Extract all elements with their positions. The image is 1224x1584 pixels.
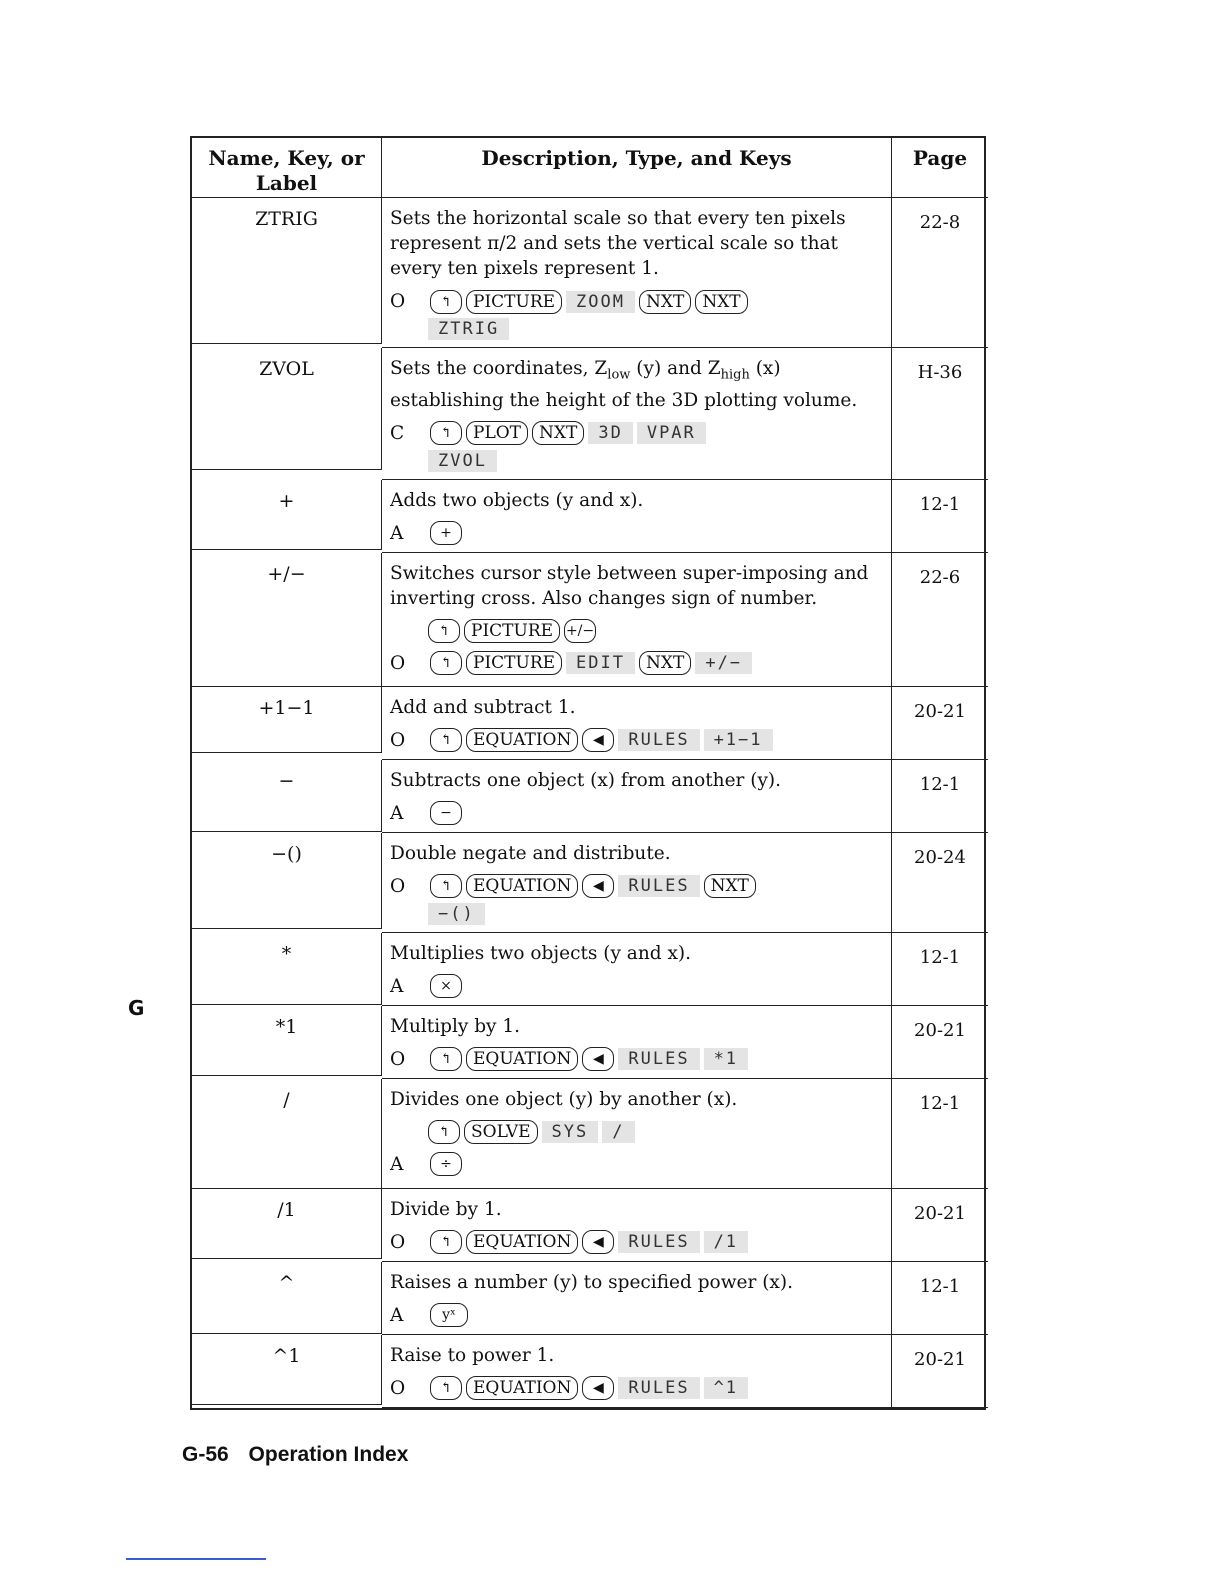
row-page: 22-6 — [892, 553, 988, 687]
row-description: Divides one object (y) by another (x). — [390, 1088, 738, 1110]
left-arrow-key: ◀ — [582, 1376, 614, 1400]
row-page: 12-1 — [892, 933, 988, 1006]
minus-key: − — [430, 801, 462, 825]
row-desc — [382, 760, 892, 833]
key-sequence — [390, 1120, 883, 1144]
3d-menu-key: 3D — [588, 422, 632, 444]
row-name: + — [192, 480, 382, 550]
picture-key: PICTURE — [464, 619, 560, 643]
rules-menu-key: RULES — [618, 1048, 699, 1070]
row-description: Add and subtract 1. — [390, 696, 576, 718]
type-code: C — [390, 422, 405, 444]
key-sequence — [390, 1047, 883, 1072]
plus-minus-menu-key: +/− — [695, 652, 752, 674]
multiply-key: × — [430, 974, 462, 998]
key-sequence — [390, 421, 883, 446]
row-description: Sets the horizontal scale so that every ten pixels represent π/2 and sets the vertical scale so that every ten pixels represent 1. — [390, 208, 846, 279]
key-sequence — [390, 728, 883, 753]
sys-menu-key: SYS — [542, 1121, 599, 1143]
ztrig-menu-key: ZTRIG — [428, 318, 509, 340]
equation-key: EQUATION — [466, 874, 578, 898]
row-desc — [382, 1262, 892, 1335]
solve-key: SOLVE — [464, 1120, 538, 1144]
row-name: ZTRIG — [192, 198, 382, 344]
times1-menu-key: *1 — [704, 1048, 748, 1070]
left-shift-key: ↰ — [430, 421, 462, 445]
footer-title: Operation Index — [248, 1443, 409, 1466]
row-name: ZVOL — [192, 348, 382, 470]
footer-page-number: G-56 — [182, 1443, 229, 1466]
row-name: − — [192, 760, 382, 832]
equation-key: EQUATION — [466, 1376, 578, 1400]
row-desc — [382, 1335, 892, 1408]
negate-menu-key: −() — [428, 903, 485, 925]
row-name: / — [192, 1079, 382, 1189]
row-desc — [382, 553, 892, 687]
row-page: 20-24 — [892, 833, 988, 933]
row-name: ^ — [192, 1262, 382, 1334]
row-name: +1−1 — [192, 687, 382, 753]
row-name: * — [192, 933, 382, 1005]
row-description: Multiplies two objects (y and x). — [390, 942, 691, 964]
row-name: +/− — [192, 553, 382, 687]
row-page: 20-21 — [892, 1189, 988, 1262]
row-description: Multiply by 1. — [390, 1015, 521, 1037]
row-description: Adds two objects (y and x). — [390, 489, 644, 511]
left-shift-key: ↰ — [430, 290, 462, 314]
row-description: Subtracts one object (x) from another (y). — [390, 769, 782, 791]
row-desc — [382, 348, 892, 480]
key-sequence — [390, 874, 883, 899]
operation-table — [190, 136, 986, 1410]
page-footer — [182, 1443, 408, 1467]
row-page: 20-21 — [892, 1335, 988, 1408]
rules-menu-key: RULES — [618, 875, 699, 897]
left-shift-key: ↰ — [430, 728, 462, 752]
left-shift-key: ↰ — [430, 1376, 462, 1400]
header-desc: Description, Type, and Keys — [382, 138, 892, 198]
divide-key: ÷ — [430, 1152, 462, 1176]
left-shift-key: ↰ — [428, 619, 460, 643]
header-page: Page — [892, 138, 988, 198]
row-name: *1 — [192, 1006, 382, 1076]
type-code: O — [390, 875, 406, 897]
row-desc — [382, 933, 892, 1006]
vpar-menu-key: VPAR — [637, 422, 706, 444]
divide1-menu-key: /1 — [704, 1231, 748, 1253]
row-name: /1 — [192, 1189, 382, 1259]
key-sequence — [390, 289, 883, 314]
type-code: O — [390, 291, 406, 312]
row-desc — [382, 480, 892, 553]
desc-sub: low — [607, 367, 631, 383]
row-desc — [382, 1006, 892, 1079]
type-code: O — [390, 729, 406, 751]
type-code: O — [390, 652, 406, 674]
plot-key: PLOT — [466, 421, 528, 445]
key-sequence — [390, 801, 883, 826]
equation-key: EQUATION — [466, 1047, 578, 1071]
row-desc — [382, 1079, 892, 1189]
type-code: O — [390, 1231, 406, 1253]
row-page: 20-21 — [892, 687, 988, 760]
zvol-menu-key: ZVOL — [428, 450, 497, 472]
left-arrow-key: ◀ — [582, 874, 614, 898]
left-shift-key: ↰ — [430, 1047, 462, 1071]
plus-minus-key: +/− — [564, 619, 596, 643]
row-description: Raises a number (y) to specified power (x). — [390, 1271, 793, 1293]
row-page: 20-21 — [892, 1006, 988, 1079]
plus1minus1-menu-key: +1−1 — [704, 729, 773, 751]
row-description — [390, 356, 883, 413]
section-tab: G — [128, 996, 145, 1020]
row-name: −() — [192, 833, 382, 929]
key-sequence — [390, 974, 883, 999]
left-shift-key: ↰ — [430, 1230, 462, 1254]
equation-key: EQUATION — [466, 1230, 578, 1254]
desc-sub: high — [720, 367, 750, 383]
nxt-key: NXT — [695, 290, 747, 314]
equation-key: EQUATION — [466, 728, 578, 752]
plus-key: + — [430, 521, 462, 545]
rules-menu-key: RULES — [618, 1377, 699, 1399]
picture-key: PICTURE — [466, 651, 562, 675]
row-page: 12-1 — [892, 480, 988, 553]
type-code: A — [390, 1153, 404, 1175]
row-description: Switches cursor style between super-imposing and inverting cross. Also changes sign of number. — [390, 562, 869, 609]
nxt-key: NXT — [639, 290, 691, 314]
key-sequence — [390, 619, 883, 643]
left-arrow-key: ◀ — [582, 1047, 614, 1071]
row-page: 12-1 — [892, 1079, 988, 1189]
row-description: Double negate and distribute. — [390, 842, 671, 864]
row-page: 12-1 — [892, 760, 988, 833]
type-code: A — [390, 522, 404, 544]
row-description: Divide by 1. — [390, 1198, 502, 1220]
desc-part: (x) establishing the height of the 3D plotting volume. — [390, 358, 858, 411]
desc-part: (y) and Z — [630, 358, 721, 379]
left-shift-key: ↰ — [430, 874, 462, 898]
type-code: O — [390, 1048, 406, 1070]
type-code: A — [390, 802, 404, 824]
operation-table-grid — [190, 136, 986, 1410]
power1-menu-key: ^1 — [704, 1377, 748, 1399]
desc-part: Sets the coordinates, Z — [390, 358, 608, 379]
row-desc — [382, 833, 892, 933]
nxt-key: NXT — [532, 421, 584, 445]
row-description: Raise to power 1. — [390, 1344, 555, 1366]
rules-menu-key: RULES — [618, 1231, 699, 1253]
key-sequence — [390, 1230, 883, 1255]
key-sequence — [390, 1152, 883, 1177]
key-sequence — [390, 1376, 883, 1401]
row-page: 22-8 — [892, 198, 988, 348]
left-arrow-key: ◀ — [582, 728, 614, 752]
row-name: ^1 — [192, 1335, 382, 1405]
row-desc — [382, 1189, 892, 1262]
row-desc — [382, 687, 892, 760]
type-code: A — [390, 1304, 404, 1326]
edit-menu-key: EDIT — [566, 652, 635, 674]
rules-menu-key: RULES — [618, 729, 699, 751]
zoom-menu-key: ZOOM — [566, 291, 635, 313]
type-code: A — [390, 975, 404, 997]
row-desc — [382, 198, 892, 348]
key-sequence — [390, 521, 883, 546]
type-code: O — [390, 1377, 406, 1399]
divide-menu-key: / — [602, 1121, 634, 1143]
key-sequence — [390, 1303, 883, 1328]
power-key: yˣ — [430, 1303, 468, 1327]
left-arrow-key: ◀ — [582, 1230, 614, 1254]
nxt-key: NXT — [704, 874, 756, 898]
picture-key: PICTURE — [466, 290, 562, 314]
bottom-rule — [126, 1558, 266, 1560]
row-page: 12-1 — [892, 1262, 988, 1335]
key-sequence — [390, 651, 883, 676]
nxt-key: NXT — [639, 651, 691, 675]
header-name: Name, Key, or Label — [192, 138, 382, 198]
row-page: H-36 — [892, 348, 988, 480]
left-shift-key: ↰ — [430, 651, 462, 675]
left-shift-key: ↰ — [428, 1120, 460, 1144]
